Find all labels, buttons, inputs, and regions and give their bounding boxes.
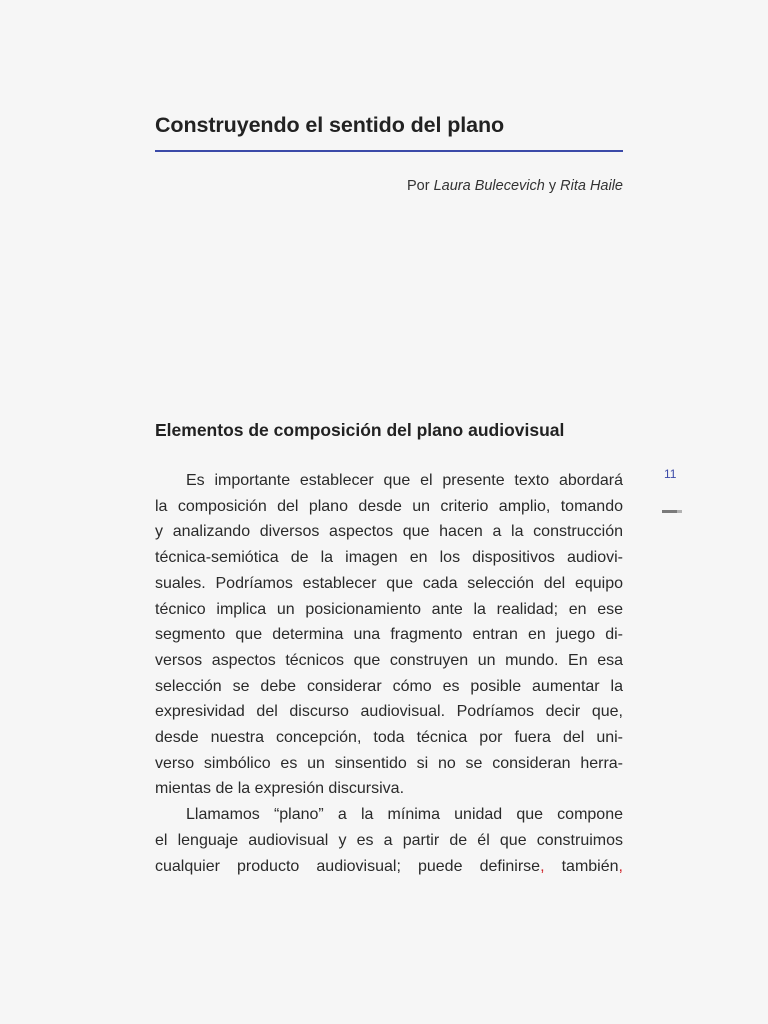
page-marker-bar	[662, 510, 682, 513]
marker-segment	[662, 510, 677, 513]
body-text	[155, 468, 623, 879]
author-name: Laura Bulecevich	[433, 178, 545, 194]
text-line: Es importante establecer que el presente texto abordará	[186, 472, 623, 489]
text-line: y analizando diversos aspectos que hacen a la construcción	[155, 523, 623, 541]
text-line: la composición del plano desde un criterio amplio, tomando	[155, 497, 623, 515]
text-line: verso simbólico es un sinsentido si no se consideran herra-	[155, 754, 623, 772]
text-line: segmento que determina una fragmento entran en juego di-	[155, 626, 623, 644]
title-rule	[155, 150, 623, 152]
text-line: selección se debe considerar cómo es posible aumentar la	[155, 677, 623, 695]
text-line: Llamamos “plano” a la mínima unidad que compone	[186, 806, 623, 824]
text-line: mientas de la expresión discursiva.	[155, 780, 405, 798]
text-line: técnico implica un posicionamiento ante la realidad; en ese	[155, 600, 623, 618]
text-fragment: también	[544, 857, 619, 875]
byline-prefix: Por	[406, 178, 434, 194]
text-line: desde nuestra concepción, toda técnica por fuera del uni-	[155, 729, 623, 747]
byline-conjunction: y	[544, 178, 561, 194]
text-line: versos aspectos técnicos que construyen un mundo. En esa	[155, 651, 623, 669]
chapter-title: Construyendo el sentido del plano	[155, 113, 505, 137]
byline	[155, 178, 623, 194]
text-fragment: cualquier producto audiovisual; puede definirse	[155, 857, 541, 875]
text-line: técnica-semiótica de la imagen en los dispositivos audiovi-	[155, 549, 623, 567]
text-line: expresividad del discurso audiovisual. Podríamos decir que,	[155, 703, 623, 721]
red-comma-mark: ,	[540, 857, 545, 875]
section-heading: Elementos de composición del plano audiovisual	[155, 420, 565, 440]
author-name: Rita Haile	[560, 178, 623, 194]
paragraph	[155, 468, 623, 802]
paragraph	[155, 802, 623, 879]
text-line: suales. Podríamos establecer que cada selección del equipo	[155, 574, 623, 592]
red-comma-mark: ,	[618, 857, 623, 875]
text-line	[155, 854, 623, 880]
marker-segment	[677, 510, 682, 513]
text-line: el lenguaje audiovisual y es a partir de él que construimos	[155, 831, 623, 849]
page-number: 11	[664, 467, 677, 481]
